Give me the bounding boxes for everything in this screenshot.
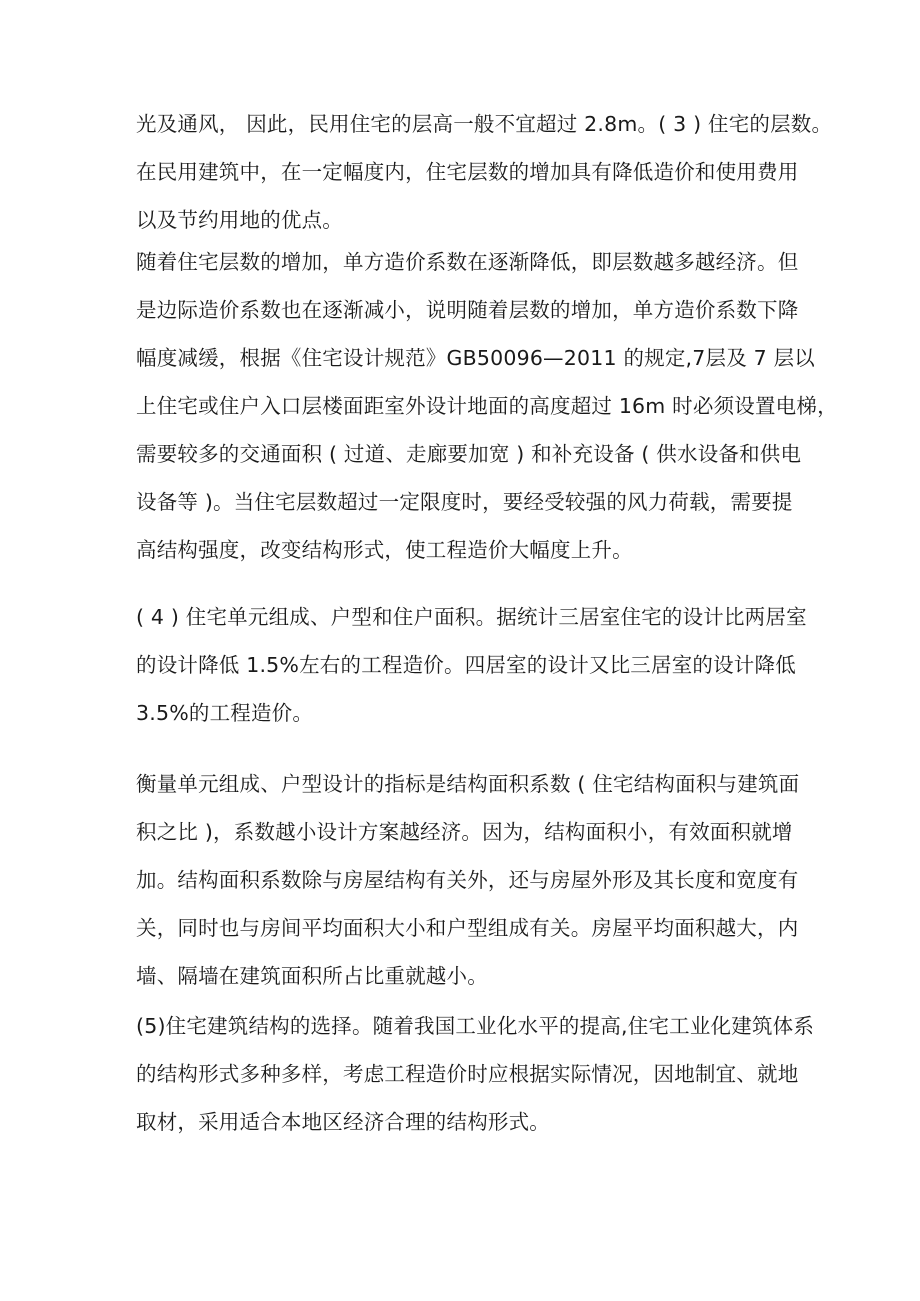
paragraph-structural-area-coefficient	[136, 760, 800, 1000]
text-line: 取材，采用适合本地区经济合理的结构形式。	[136, 1110, 550, 1134]
text-line: 设备等 )。当住宅层数超过一定限度时，要经受较强的风力荷载，需要提	[136, 490, 793, 514]
text-line: (5)住宅建筑结构的选择。随着我国工业化水平的提高,住宅工业化建筑体系	[136, 1014, 815, 1038]
text-line: 衡量单元组成、户型设计的指标是结构面积系数 ( 住宅结构面积与建筑面	[136, 772, 800, 796]
text-line: 光及通风， 因此，民用住宅的层高一般不宜超过 2.8m。( 3 ) 住宅的层数。	[136, 112, 833, 136]
paragraph-building-structure	[136, 1002, 815, 1146]
text-line: 墙、隔墙在建筑面积所占比重就越小。	[136, 964, 488, 988]
text-line: 需要较多的交通面积 ( 过道、走廊要加宽 ) 和补充设备 ( 供水设备和供电	[136, 442, 802, 466]
text-line: 3.5%的工程造价。	[136, 701, 314, 725]
text-line: 加。结构面积系数除与房屋结构有关外，还与房屋外形及其长度和宽度有	[136, 868, 799, 892]
text-line: 在民用建筑中，在一定幅度内，住宅层数的增加具有降低造价和使用费用	[136, 160, 799, 184]
text-line: 是边际造价系数也在逐渐减小，说明随着层数的增加，单方造价系数下降	[136, 298, 799, 322]
paragraph-unit-composition	[136, 593, 807, 737]
text-line: ( 4 ) 住宅单元组成、户型和住户面积。据统计三居室住宅的设计比两居室	[136, 605, 807, 629]
text-line: 幅度减缓，根据《住宅设计规范》GB50096—2011 的规定,7层及 7 层以	[136, 346, 815, 370]
text-line: 关，同时也与房间平均面积大小和户型组成有关。房屋平均面积越大，内	[136, 916, 799, 940]
text-line: 的设计降低 1.5%左右的工程造价。四居室的设计又比三居室的设计降低	[136, 653, 796, 677]
paragraph-storey-height	[136, 100, 833, 244]
text-line: 上住宅或住户入口层楼面距室外设计地面的高度超过 16m 时必须设置电梯，	[136, 394, 838, 418]
paragraph-storey-count	[136, 238, 838, 574]
text-line: 高结构强度，改变结构形式，使工程造价大幅度上升。	[136, 538, 633, 562]
text-line: 随着住宅层数的增加，单方造价系数在逐渐降低，即层数越多越经济。但	[136, 250, 799, 274]
text-line: 以及节约用地的优点。	[136, 208, 343, 232]
text-line: 积之比 )，系数越小设计方案越经济。因为，结构面积小，有效面积就增	[136, 820, 793, 844]
text-line: 的结构形式多种多样，考虑工程造价时应根据实际情况，因地制宜、就地	[136, 1062, 799, 1086]
